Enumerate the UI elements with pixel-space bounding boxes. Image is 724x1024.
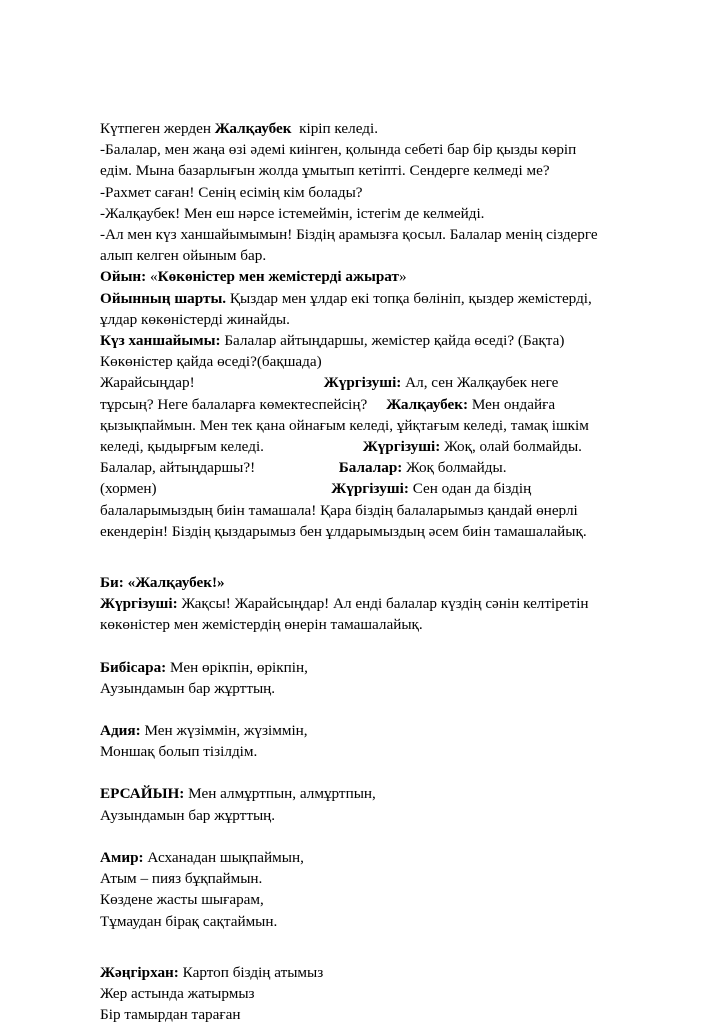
bold-run: Бибісара: [100,658,171,676]
text-run: » [398,268,407,286]
text-line [100,805,625,826]
text-run: Балалар айтыңдаршы, жемістер қайда өседі? (Бақта) [224,332,565,350]
text-line [100,394,625,415]
text-line [100,372,625,393]
text-line [100,847,625,868]
text-line [100,911,625,932]
text-run: алып келген ойыным бар. [100,247,267,265]
bold-run: Балалар: [338,459,407,477]
text-run: Ал, сен Жалқаубек неге [405,374,559,392]
text-run: (хормен) [100,480,332,498]
text-line [100,118,625,139]
text-line [100,614,625,635]
text-run: Күтпеген жерден [100,120,215,137]
text-line [100,593,625,614]
text-run: көкөністер мен жемістердің өнерін тамашалайық. [100,616,423,634]
paragraph-bi-block [100,572,625,636]
text-line [100,266,625,287]
text-run: ұлдар көкөністерді жинайды. [100,310,290,328]
bold-run: Ойын: [100,268,151,286]
text-line [100,962,625,983]
text-line [100,330,625,351]
bold-run: Би: «Жалқаубек!» [100,574,225,592]
text-line [100,657,625,678]
paragraph-intro [100,118,625,542]
text-line [100,741,625,762]
text-run: « [150,268,158,286]
text-run: Сен одан да біздің [412,480,532,498]
bold-run: Адия: [100,722,145,740]
bold-run: Жүргізуші: [323,374,406,392]
paragraph-zhangirkhan [100,962,625,1024]
text-run: Моншақ болып тізілдім. [100,743,258,761]
paragraph-spacer [100,762,625,783]
text-run: Көздене жасты шығарам, [100,891,264,909]
paragraph-spacer [100,636,625,657]
text-line [100,678,625,699]
paragraph-ersayin [100,783,625,825]
paragraph-spacer [100,826,625,847]
text-line [100,203,625,224]
text-line [100,889,625,910]
paragraph-amir [100,847,625,932]
text-line [100,224,625,245]
paragraph-spacer [100,542,625,572]
text-line [100,288,625,309]
text-line [100,983,625,1004]
text-run: екендерін! Біздің қыздарымыз бен ұлдарымыздың әсем биін тамашалайық. [100,522,587,540]
text-line [100,436,625,457]
bold-run: Жалқаубек [214,120,292,137]
text-run: Жарайсыңдар! [100,374,324,392]
text-line [100,351,625,372]
text-run: Бір тамырдан тараған [100,1006,241,1024]
text-line [100,1004,625,1024]
text-run: балаларымыздың биін тамашала! Қара біздің балаларымыз қандай өнерлі [100,501,578,519]
text-line [100,720,625,741]
text-run: Асханадан шықпаймын, [147,848,304,866]
text-run: Атым – пияз бұқпаймын. [100,870,263,888]
text-run: Аузындамын бар жұрттың. [100,679,276,697]
bold-run: ЕРСАЙЫН: [100,785,189,803]
bold-run: Көкөністер мен жемістерді ажырат [157,268,399,286]
text-line [100,478,625,499]
paragraph-adiya [100,720,625,762]
text-run: тұрсың? Неге балаларға көмектеспейсің? [100,395,387,413]
paragraph-bibisara [100,657,625,699]
text-run: -Балалар, мен жаңа өзі әдемі киінген, қолында себеті бар бір қызды көріп [100,141,577,159]
text-run: -Жалқаубек! Мен еш нәрсе істемеймін, істегім де келмейді. [100,204,485,222]
text-line [100,572,625,593]
text-line [100,457,625,478]
text-line [100,182,625,203]
text-run: келеді, қыдырғым келеді. [100,438,363,456]
document-text-body [100,118,625,1024]
text-line [100,500,625,521]
text-run: кіріп келеді. [291,120,379,137]
text-run: Көкөністер қайда өседі?(бақшада) [100,353,322,371]
text-run: Қыздар мен ұлдар екі топқа бөлініп, қыздер жемістерді, [229,289,592,307]
text-run: Тұмаудан бірақ сақтаймын. [100,912,278,930]
bold-run: Жүргізуші: [331,480,413,498]
text-run: -Ал мен күз ханшайымымын! Біздің арамызға қосыл. Балалар менің сіздерге [100,226,598,244]
text-run: Мен ондайға [471,395,556,413]
paragraph-spacer [100,699,625,720]
paragraph-spacer [100,932,625,962]
text-run: едім. Мына базарлығын жолда ұмытып кетіпті. Сендерге келмеді ме? [100,162,550,180]
text-line [100,521,625,542]
text-run: -Рахмет саған! Сенің есімің кім болады? [100,183,363,201]
text-line [100,868,625,889]
text-run: Жоқ болмайды. [406,459,507,477]
text-run: Жоқ, олай болмайды. [444,438,582,456]
bold-run: Жәңгірхан: [100,963,183,981]
text-run: Балалар, айтыңдаршы?! [100,459,339,477]
text-line [100,415,625,436]
text-line [100,160,625,181]
text-run: қызықпаймын. Мен тек қана ойнағым келеді, ұйқтағым келеді, тамақ ішкім [100,416,589,434]
bold-run: Ойынның шарты. [100,289,230,307]
bold-run: Жүргізуші: [362,438,445,456]
text-line [100,245,625,266]
bold-run: Күз ханшайымы: [100,332,225,350]
bold-run: Жалқаубек: [386,395,472,413]
bold-run: Амир: [100,848,148,866]
text-line [100,139,625,160]
text-run: Картоп біздің атымыз [182,963,324,981]
text-run: Жақсы! Жарайсыңдар! Ал енді балалар күздің сәнін келтіретін [181,595,589,613]
text-run: Мен жүзіммін, жүзіммін, [144,722,308,740]
text-run: Жер астында жатырмыз [100,984,255,1002]
text-line [100,783,625,804]
text-line [100,309,625,330]
text-run: Мен алмұртпын, алмұртпын, [188,785,376,803]
text-run: Аузындамын бар жұрттың. [100,806,276,824]
bold-run: Жүргізуші: [100,595,182,613]
text-run: Мен өрікпін, өрікпін, [170,658,308,676]
